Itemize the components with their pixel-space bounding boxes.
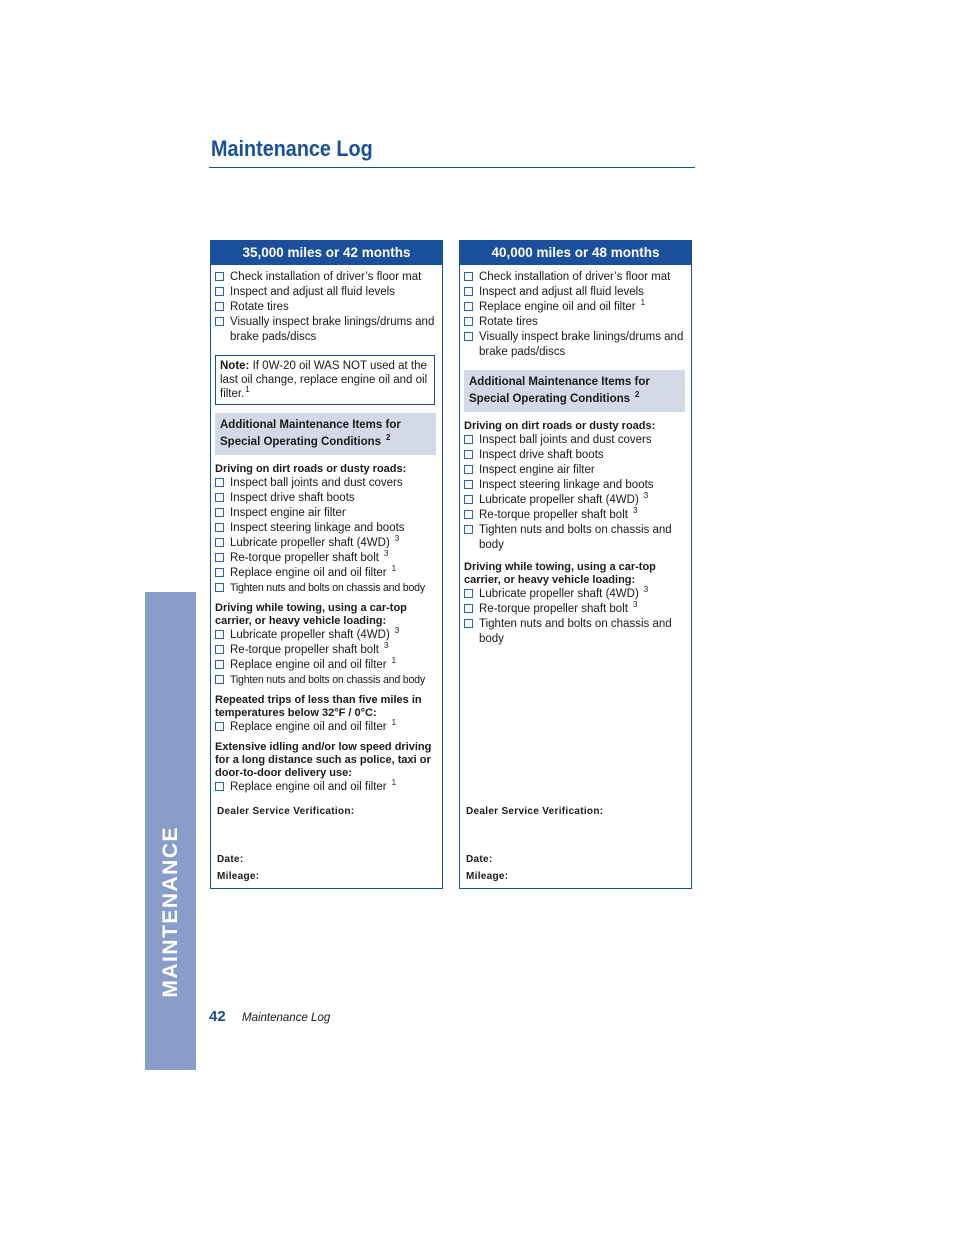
checkbox-icon[interactable]: [215, 630, 224, 639]
panel-header: 40,000 miles or 48 months: [460, 241, 691, 265]
checkbox-icon[interactable]: [215, 583, 224, 592]
checklist-item[interactable]: Inspect steering linkage and boots: [464, 478, 688, 493]
condition-title-dusty: Driving on dirt roads or dusty roads:: [464, 420, 656, 432]
checkbox-icon[interactable]: [464, 480, 473, 489]
checkbox-icon[interactable]: [464, 450, 473, 459]
checkbox-icon[interactable]: [464, 317, 473, 326]
dealer-verification-label: Dealer Service Verification:: [217, 806, 355, 817]
checklist-item[interactable]: Lubricate propeller shaft (4WD) $^3$: [464, 493, 688, 508]
checklist-item[interactable]: Check installation of driver’s floor mat: [464, 270, 688, 285]
service-panel-40000: [459, 240, 692, 889]
page-title: Maintenance Log: [211, 136, 373, 161]
condition-title-towing: Driving while towing, using a car-top carrier, or heavy vehicle loading:: [464, 561, 656, 586]
checklist-item[interactable]: Replace engine oil and oil filter $^1$: [215, 566, 439, 581]
footer-label: Maintenance Log: [242, 1012, 331, 1024]
checklist-item[interactable]: Tighten nuts and bolts on chassis and body: [464, 617, 688, 647]
panel-body: [211, 265, 442, 795]
checklist-item[interactable]: Tighten nuts and bolts on chassis and body: [215, 581, 439, 596]
checkbox-icon[interactable]: [215, 645, 224, 654]
mileage-label: Mileage:: [217, 871, 260, 882]
additional-items-heading: Additional Maintenance Items for Special Operating Conditions $^2$: [464, 370, 685, 412]
checkbox-icon[interactable]: [215, 782, 224, 791]
title-divider: [209, 167, 695, 168]
condition-title-towing: Driving while towing, using a car-top carrier, or heavy vehicle loading:: [215, 602, 407, 627]
dealer-verification-label: Dealer Service Verification:: [466, 806, 604, 817]
checkbox-icon[interactable]: [215, 675, 224, 684]
checklist-item[interactable]: Visually inspect brake linings/drums and brake pads/discs: [464, 330, 688, 360]
checklist-item[interactable]: Rotate tires: [215, 300, 439, 315]
checkbox-icon[interactable]: [464, 435, 473, 444]
checklist-item[interactable]: Inspect and adjust all fluid levels: [215, 285, 439, 300]
checkbox-icon[interactable]: [464, 619, 473, 628]
checklist-item[interactable]: Re-torque propeller shaft bolt $^3$: [464, 508, 688, 523]
condition-title-idling: Extensive idling and/or low speed driving for a long distance such as police, taxi or door-to-door delivery use:: [215, 741, 432, 779]
checkbox-icon[interactable]: [464, 604, 473, 613]
checklist-item[interactable]: Check installation of driver’s floor mat: [215, 270, 439, 285]
main-checklist: [215, 270, 439, 345]
checkbox-icon[interactable]: [464, 332, 473, 341]
checklist-item[interactable]: Inspect drive shaft boots: [464, 448, 688, 463]
condition-title-short-trips: Repeated trips of less than five miles in temperatures below 32°F / 0°C:: [215, 694, 422, 719]
checkbox-icon[interactable]: [464, 495, 473, 504]
checklist-item[interactable]: Lubricate propeller shaft (4WD) $^3$: [215, 628, 439, 643]
checkbox-icon[interactable]: [215, 553, 224, 562]
checklist-item[interactable]: Rotate tires: [464, 315, 688, 330]
service-panel-35000: [210, 240, 443, 889]
mileage-label: Mileage:: [466, 871, 509, 882]
checkbox-icon[interactable]: [464, 272, 473, 281]
checklist-item[interactable]: Replace engine oil and oil filter $^1$: [215, 780, 439, 795]
checklist-item[interactable]: Inspect ball joints and dust covers: [215, 476, 439, 491]
checklist-item[interactable]: Lubricate propeller shaft (4WD) $^3$: [464, 587, 688, 602]
side-tab-label-wrap: [145, 592, 196, 1070]
checkbox-icon[interactable]: [215, 478, 224, 487]
checklist-item[interactable]: Re-torque propeller shaft bolt $^3$: [464, 602, 688, 617]
checklist-item[interactable]: Tighten nuts and bolts on chassis and body: [464, 523, 688, 553]
checklist-item[interactable]: Replace engine oil and oil filter $^1$: [215, 720, 439, 735]
checkbox-icon[interactable]: [464, 287, 473, 296]
checkbox-icon[interactable]: [215, 317, 224, 326]
checklist-item[interactable]: Visually inspect brake linings/drums and brake pads/discs: [215, 315, 439, 345]
checkbox-icon[interactable]: [215, 508, 224, 517]
checklist-item[interactable]: Inspect steering linkage and boots: [215, 521, 439, 536]
checkbox-icon[interactable]: [464, 589, 473, 598]
checkbox-icon[interactable]: [215, 302, 224, 311]
checklist-item[interactable]: Re-torque propeller shaft bolt $^3$: [215, 643, 439, 658]
checkbox-icon[interactable]: [215, 493, 224, 502]
main-checklist: [464, 270, 688, 360]
side-tab-label: MAINTENANCE: [158, 826, 182, 998]
checkbox-icon[interactable]: [215, 660, 224, 669]
date-label: Date:: [217, 854, 244, 865]
oil-note: [215, 355, 435, 405]
condition-title-dusty: Driving on dirt roads or dusty roads:: [215, 463, 407, 475]
checkbox-icon[interactable]: [215, 287, 224, 296]
panel-header: 35,000 miles or 42 months: [211, 241, 442, 265]
date-label: Date:: [466, 854, 493, 865]
checkbox-icon[interactable]: [215, 568, 224, 577]
checkbox-icon[interactable]: [464, 525, 473, 534]
checklist-item[interactable]: Inspect ball joints and dust covers: [464, 433, 688, 448]
checklist-item[interactable]: Re-torque propeller shaft bolt $^3$: [215, 551, 439, 566]
checklist-item[interactable]: Inspect engine air filter: [215, 506, 439, 521]
checklist-item[interactable]: Replace engine oil and oil filter $^1$: [215, 658, 439, 673]
checklist-item[interactable]: Lubricate propeller shaft (4WD) $^3$: [215, 536, 439, 551]
checkbox-icon[interactable]: [215, 722, 224, 731]
note-label: Note:: [220, 360, 250, 372]
checklist-item[interactable]: Replace engine oil and oil filter $^1$: [464, 300, 688, 315]
checkbox-icon[interactable]: [464, 510, 473, 519]
page-number: 42: [209, 1008, 226, 1025]
additional-items-heading: Additional Maintenance Items for Special Operating Conditions $^2$: [215, 413, 436, 455]
checklist-item[interactable]: Inspect engine air filter: [464, 463, 688, 478]
checkbox-icon[interactable]: [215, 523, 224, 532]
note-sup: 1: [245, 385, 250, 395]
checklist-item[interactable]: Inspect and adjust all fluid levels: [464, 285, 688, 300]
checkbox-icon[interactable]: [464, 465, 473, 474]
checkbox-icon[interactable]: [215, 538, 224, 547]
checkbox-icon[interactable]: [215, 272, 224, 281]
checklist-item[interactable]: Tighten nuts and bolts on chassis and body: [215, 673, 439, 688]
note-text: If 0W-20 oil WAS NOT used at the last oil change, replace engine oil and oil filter.: [220, 360, 428, 400]
checklist-item[interactable]: Inspect drive shaft boots: [215, 491, 439, 506]
panel-body: [460, 265, 691, 647]
checkbox-icon[interactable]: [464, 302, 473, 311]
